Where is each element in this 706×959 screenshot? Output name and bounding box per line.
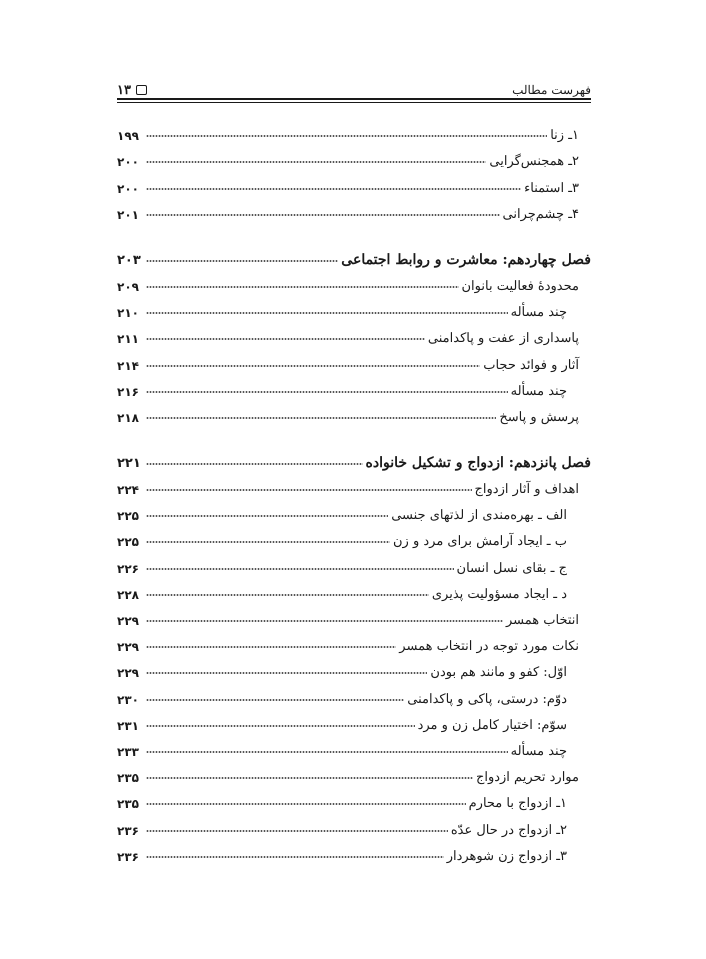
toc-entry-page: ۲۱۶ — [117, 384, 139, 399]
toc-entry-title: محدودهٔ فعالیت بانوان — [461, 278, 579, 294]
toc-entry-title: ۱ـ ازدواج با محارم — [468, 796, 567, 812]
dot-leader — [146, 672, 427, 674]
toc-entry-title: ۳ـ ازدواج زن شوهردار — [446, 848, 567, 864]
toc-entry — [117, 268, 591, 294]
toc-entry-page: ۲۲۴ — [117, 483, 139, 498]
toc-entry — [117, 143, 591, 169]
dot-leader — [146, 725, 415, 727]
toc-entry — [117, 707, 591, 733]
toc-entry-page: ۲۲۹ — [117, 640, 139, 655]
dot-leader — [146, 489, 472, 491]
toc-entry — [117, 117, 591, 143]
table-of-contents — [117, 117, 591, 864]
toc-entry-title: د ـ ایجاد مسؤولیت پذیری — [431, 586, 567, 602]
toc-entry-page: ۲۱۴ — [117, 358, 139, 373]
toc-entry-title: پرسش و پاسخ — [499, 409, 579, 425]
toc-entry — [117, 654, 591, 680]
dot-leader — [146, 260, 338, 262]
dot-leader — [146, 286, 459, 288]
dot-leader — [146, 646, 396, 648]
toc-entry — [117, 785, 591, 811]
toc-entry-page: ۲۰۱ — [117, 207, 139, 222]
toc-entry-page: ۲۰۰ — [117, 155, 139, 170]
dot-leader — [146, 856, 444, 858]
toc-entry — [117, 294, 591, 320]
dot-leader — [146, 751, 508, 753]
toc-entry — [117, 680, 591, 706]
toc-entry — [117, 471, 591, 497]
toc-entry-page: ۲۲۵ — [117, 509, 139, 524]
dot-leader — [146, 699, 404, 701]
toc-entry — [117, 497, 591, 523]
toc-entry — [117, 549, 591, 575]
toc-entry-page: ۲۱۰ — [117, 306, 139, 321]
dot-leader — [146, 777, 473, 779]
toc-entry-title: ۱ـ زنا — [550, 128, 579, 144]
toc-entry — [117, 759, 591, 785]
toc-entry — [117, 602, 591, 628]
toc-entry — [117, 320, 591, 346]
toc-entry — [117, 733, 591, 759]
toc-entry — [117, 373, 591, 399]
toc-entry-page: ۲۲۵ — [117, 535, 139, 550]
toc-chapter-entry — [117, 238, 591, 268]
header-rule-thick — [117, 98, 591, 100]
toc-entry-title: فصل چهاردهم: معاشرت و روابط اجتماعی — [341, 251, 591, 268]
toc-entry — [117, 523, 591, 549]
dot-leader — [146, 541, 390, 543]
toc-entry-page: ۲۰۳ — [117, 252, 141, 268]
toc-entry-page: ۲۲۸ — [117, 587, 139, 602]
dot-leader — [146, 312, 508, 314]
toc-entry — [117, 399, 591, 425]
toc-entry — [117, 576, 591, 602]
dot-leader — [146, 620, 503, 622]
toc-entry-page: ۲۳۶ — [117, 849, 139, 864]
toc-entry-page: ۲۲۶ — [117, 561, 139, 576]
dot-leader — [146, 568, 454, 570]
header-title: فهرست مطالب — [512, 83, 591, 97]
dot-leader — [146, 214, 500, 216]
dot-leader — [146, 803, 466, 805]
toc-entry-title: ب ـ ایجاد آرامش برای مرد و زن — [393, 534, 567, 550]
toc-entry — [117, 838, 591, 864]
toc-entry-page: ۲۳۵ — [117, 797, 139, 812]
dot-leader — [146, 594, 429, 596]
dot-leader — [146, 161, 486, 163]
toc-entry-title: اهداف و آثار ازدواج — [474, 482, 579, 498]
toc-entry-title: چند مسأله — [510, 743, 567, 759]
toc-entry-title: سوّم: اختیار کامل زن و مرد — [417, 717, 567, 733]
toc-entry — [117, 346, 591, 372]
toc-entry-title: نکات مورد توجه در انتخاب همسر — [399, 639, 579, 655]
header-rule-thin — [117, 102, 591, 103]
toc-entry-page: ۲۳۰ — [117, 692, 139, 707]
toc-entry-title: آثار و فوائد حجاب — [483, 357, 579, 373]
toc-entry-page: ۲۰۰ — [117, 181, 139, 196]
toc-entry — [117, 196, 591, 222]
toc-entry-page: ۱۹۹ — [117, 129, 139, 144]
dot-leader — [146, 830, 448, 832]
toc-entry-page: ۲۱۱ — [117, 332, 139, 347]
toc-entry — [117, 169, 591, 195]
dot-leader — [146, 463, 363, 465]
toc-entry — [117, 811, 591, 837]
dot-leader — [146, 338, 425, 340]
dot-leader — [146, 365, 480, 367]
toc-entry-title: موارد تحریم ازدواج — [475, 770, 579, 786]
toc-entry-title: فصل پانزدهم: ازدواج و تشکیل خانواده — [365, 454, 591, 471]
page-box-icon — [136, 85, 147, 95]
page-number: ۱۳ — [117, 82, 131, 98]
dot-leader — [146, 188, 521, 190]
toc-entry-title: اوّل: کفو و مانند هم بودن — [430, 665, 567, 681]
toc-entry-page: ۲۰۹ — [117, 279, 139, 294]
toc-entry-title: چند مسأله — [510, 305, 567, 321]
toc-entry-title: پاسداری از عفت و پاکدامنی — [427, 331, 579, 347]
toc-entry-page: ۲۳۶ — [117, 823, 139, 838]
toc-entry-page: ۲۲۹ — [117, 614, 139, 628]
toc-entry-title: چند مسأله — [510, 383, 567, 399]
toc-entry-page: ۲۳۳ — [117, 744, 139, 759]
toc-entry-page: ۲۲۱ — [117, 455, 141, 471]
dot-leader — [146, 417, 496, 419]
header-page-number — [117, 83, 147, 98]
toc-entry-page: ۲۳۱ — [117, 718, 139, 733]
toc-entry-page: ۲۲۹ — [117, 666, 139, 681]
toc-entry-title: الف ـ بهره‌مندی از لذتهای جنسی — [391, 508, 567, 524]
dot-leader — [146, 135, 547, 137]
dot-leader — [146, 515, 388, 517]
dot-leader — [146, 391, 508, 393]
toc-chapter-entry — [117, 441, 591, 471]
toc-entry-title: ۲ـ همجنس‌گرایی — [489, 154, 579, 170]
toc-entry-title: انتخاب همسر — [505, 613, 579, 628]
toc-entry-title: ۴ـ چشم‌چرانی — [502, 206, 579, 222]
toc-entry-title: ۳ـ استمناء — [524, 180, 579, 196]
toc-entry — [117, 628, 591, 654]
toc-entry-title: ج ـ بقای نسل انسان — [456, 560, 567, 576]
toc-entry-title: دوّم: درستی، پاکی و پاکدامنی — [407, 691, 567, 707]
toc-entry-title: ۲ـ ازدواج در حال عدّه — [450, 822, 567, 838]
toc-entry-page: ۲۳۵ — [117, 771, 139, 786]
toc-entry-page: ۲۱۸ — [117, 410, 139, 425]
